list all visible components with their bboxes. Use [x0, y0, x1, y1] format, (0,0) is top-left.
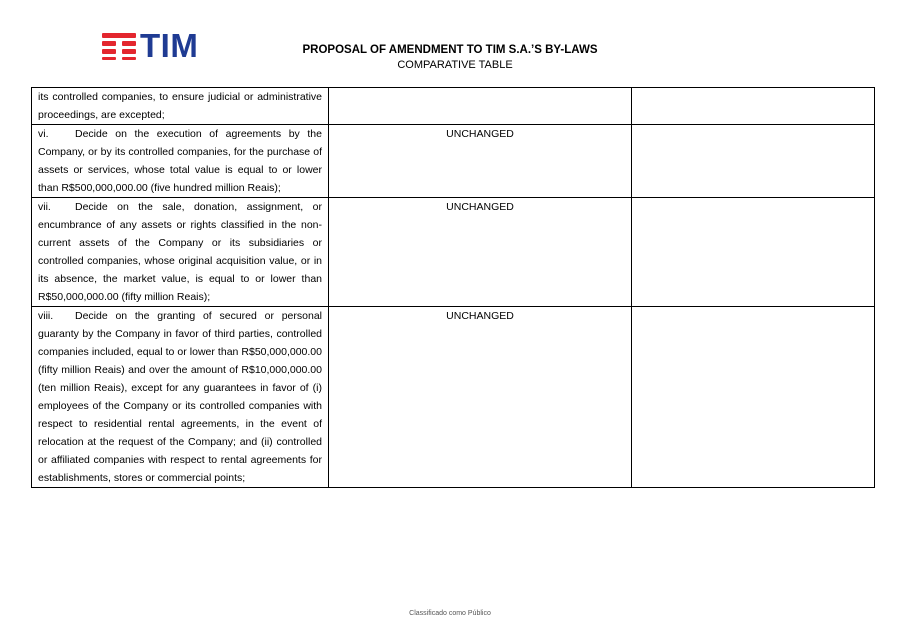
justification-cell: [632, 88, 875, 125]
table-row: [32, 125, 875, 198]
item-number: viii.: [38, 310, 54, 322]
proposal-text: UNCHANGED: [446, 310, 514, 322]
current-text: Decide on the execution of agreements by the Company, or by its controlled companies, for the purchase of assets or services, whose total value is equal to or lower than R$500,000,000.00 (five hundred million Reais);: [38, 128, 322, 194]
proposal-cell: [329, 198, 632, 307]
justification-cell: [632, 307, 875, 488]
item-number: vii.: [38, 201, 51, 213]
current-text-cell: [32, 307, 329, 488]
logo-text: TIM: [140, 27, 199, 64]
proposal-cell: [329, 88, 632, 125]
current-text-cell: [32, 88, 329, 125]
table-row: [32, 198, 875, 307]
proposal-text: UNCHANGED: [446, 128, 514, 140]
current-text: Decide on the granting of secured or personal guaranty by the Company in favor of third parties, controlled companies included, equal to or lower than R$50,000,000.00 (fifty million Reais) and over the amount of R$10,000,000.00 (ten million Reais), except for any guarantees in favor of (i) employees of the Company or its controlled companies with respect to residential rental agreements, in the event of relocation at the request of the Company; and (ii) controlled or affiliated companies with respect to rental agreements for establishments, stores or commercial points;: [38, 310, 322, 484]
proposal-cell: [329, 125, 632, 198]
current-text-cell: [32, 125, 329, 198]
comparative-table: [31, 87, 875, 488]
proposal-cell: [329, 307, 632, 488]
current-text: its controlled companies, to ensure judicial or administrative proceedings, are excepted;: [38, 91, 322, 121]
document-subtitle: COMPARATIVE TABLE: [397, 59, 513, 71]
tim-logo-mark-icon: [102, 32, 136, 60]
document-title: PROPOSAL OF AMENDMENT TO TIM S.A.’S BY-LAWS: [302, 44, 598, 56]
table-row: [32, 307, 875, 488]
justification-cell: [632, 125, 875, 198]
tim-logo: [102, 27, 199, 64]
current-text: Decide on the sale, donation, assignment, or encumbrance of any assets or rights classified in the non-current assets of the Company or its subsidiaries or controlled companies, whose original acquisition value, or in its absence, the market value, is equal to or lower than R$50,000,000.00 (fifty million Reais);: [38, 201, 322, 303]
proposal-text: UNCHANGED: [446, 201, 514, 213]
justification-cell: [632, 198, 875, 307]
current-text-cell: [32, 198, 329, 307]
item-number: vi.: [38, 128, 49, 140]
classification-footer: Classificado como Público: [409, 610, 491, 617]
table-row: [32, 88, 875, 125]
